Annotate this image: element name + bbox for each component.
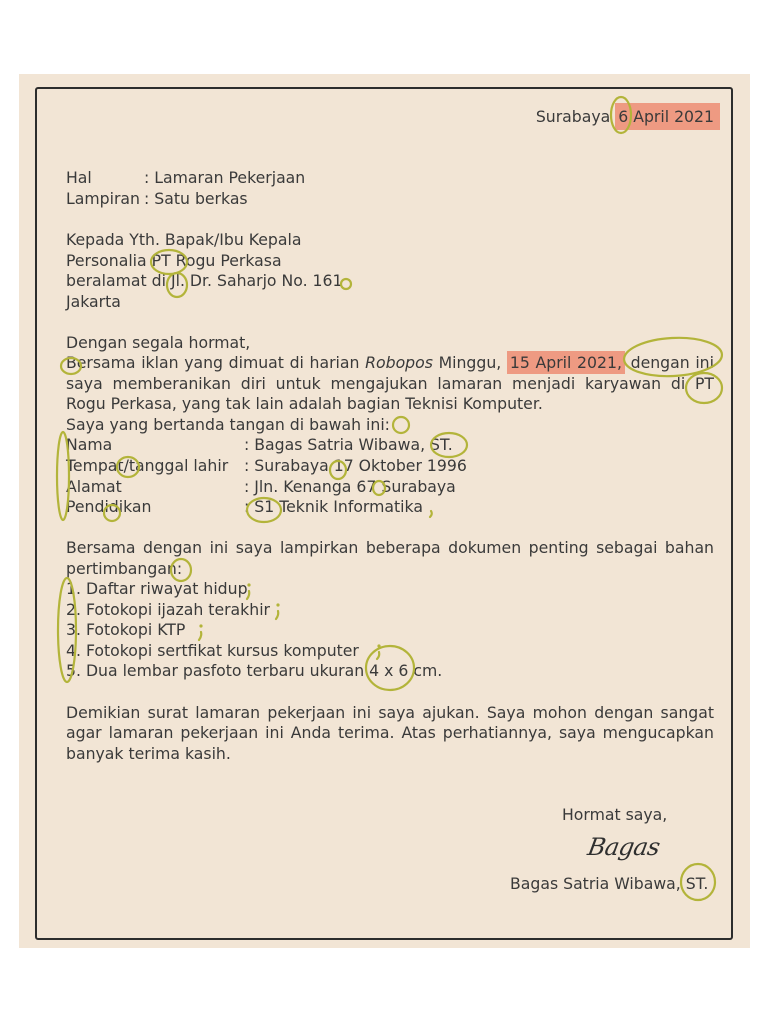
separator: :: [244, 476, 250, 496]
identity-value: Jln. Kenanga 67 Surabaya: [254, 476, 456, 496]
recipient-line: Personalia PT Rogu Perkasa: [66, 250, 282, 270]
identity-row-birth: [66, 456, 714, 477]
identity-label: Pendidikan: [66, 497, 152, 517]
letter-header: [66, 168, 714, 209]
opening-rest: dengan ini: [630, 353, 714, 373]
attachments-intro-line: pertimbangan:: [66, 558, 183, 578]
separator: :: [244, 497, 250, 517]
opening-text: Bersama iklan yang dimuat di harian: [66, 353, 360, 373]
identity-label: Nama: [66, 435, 113, 455]
salutation: Dengan segala hormat,: [66, 332, 251, 352]
handwritten-signature: Bagas: [585, 833, 662, 861]
sign-off: Hormat saya,: [562, 805, 668, 824]
closing-paragraph: [66, 703, 714, 765]
newspaper-name: Robopos: [365, 353, 433, 373]
attachment-item: 1. Daftar riwayat hidup: [66, 579, 248, 599]
subject-value: Lamaran Pekerjaan: [154, 168, 306, 188]
signer-name: Bagas Satria Wibawa, ST.: [510, 874, 709, 893]
attachment-row: [66, 189, 714, 210]
identity-row-address: [66, 477, 714, 498]
recipient-line: Kepada Yth. Bapak/Ibu Kepala: [66, 229, 302, 249]
subject-label: Hal: [66, 168, 92, 188]
attachment-item: 5. Dua lembar pasfoto terbaru ukuran 4 x 6 cm.: [66, 661, 443, 681]
ad-date-highlight: 15 April 2021,: [507, 351, 625, 374]
separator: :: [144, 188, 150, 208]
attachment-item: 3. Fotokopi KTP: [66, 620, 186, 640]
recipient-block: [66, 230, 714, 312]
newspaper-day: Minggu,: [438, 353, 502, 373]
separator: :: [244, 435, 250, 455]
letter-body: [66, 107, 714, 765]
separator: :: [244, 455, 250, 475]
identity-label: Tempat/tanggal lahir: [66, 455, 229, 475]
opening-line: Rogu Perkasa, yang tak lain adalah bagian Teknisi Komputer.: [66, 394, 543, 414]
identity-row-education: [66, 497, 714, 518]
closing-line: agar lamaran pekerjaan ini Anda terima. Atas perhatiannya, saya mengucapkan: [66, 723, 714, 743]
attachment-value: Satu berkas: [154, 188, 248, 208]
separator: :: [144, 168, 150, 188]
identity-label: Alamat: [66, 476, 122, 496]
recipient-line: beralamat di Jl. Dr. Saharjo No. 161: [66, 271, 343, 291]
attachments-block: [66, 538, 714, 682]
closing-line: Demikian surat lamaran pekerjaan ini saya ajukan. Saya mohon dengan sangat: [66, 702, 714, 722]
opening-line: saya memberanikan diri untuk mengajukan lamaran menjadi karyawan di PT: [66, 373, 714, 393]
attachments-intro-line: Bersama dengan ini saya lampirkan beberapa dokumen penting sebagai bahan: [66, 538, 714, 558]
recipient-line: Jakarta: [66, 291, 121, 311]
subject-row: [66, 168, 714, 189]
attachment-item: 2. Fotokopi ijazah terakhir: [66, 599, 270, 619]
identity-value: Surabaya 17 Oktober 1996: [254, 455, 467, 475]
identity-row-name: [66, 435, 714, 456]
identity-value: S1 Teknik Informatika: [254, 497, 423, 517]
attachment-label: Lampiran: [66, 188, 140, 208]
closing-line: banyak terima kasih.: [66, 743, 231, 763]
place-date: [66, 107, 714, 128]
opening-line: [66, 353, 714, 374]
body-paragraph: [66, 333, 714, 518]
date-highlight: 6 April 2021: [615, 103, 720, 130]
attachment-item: 4. Fotokopi sertfikat kursus komputer: [66, 640, 359, 660]
identity-value: Bagas Satria Wibawa, ST.: [254, 435, 453, 455]
place: Surabaya: [535, 106, 611, 126]
identity-intro: Saya yang bertanda tangan di bawah ini:: [66, 414, 390, 434]
